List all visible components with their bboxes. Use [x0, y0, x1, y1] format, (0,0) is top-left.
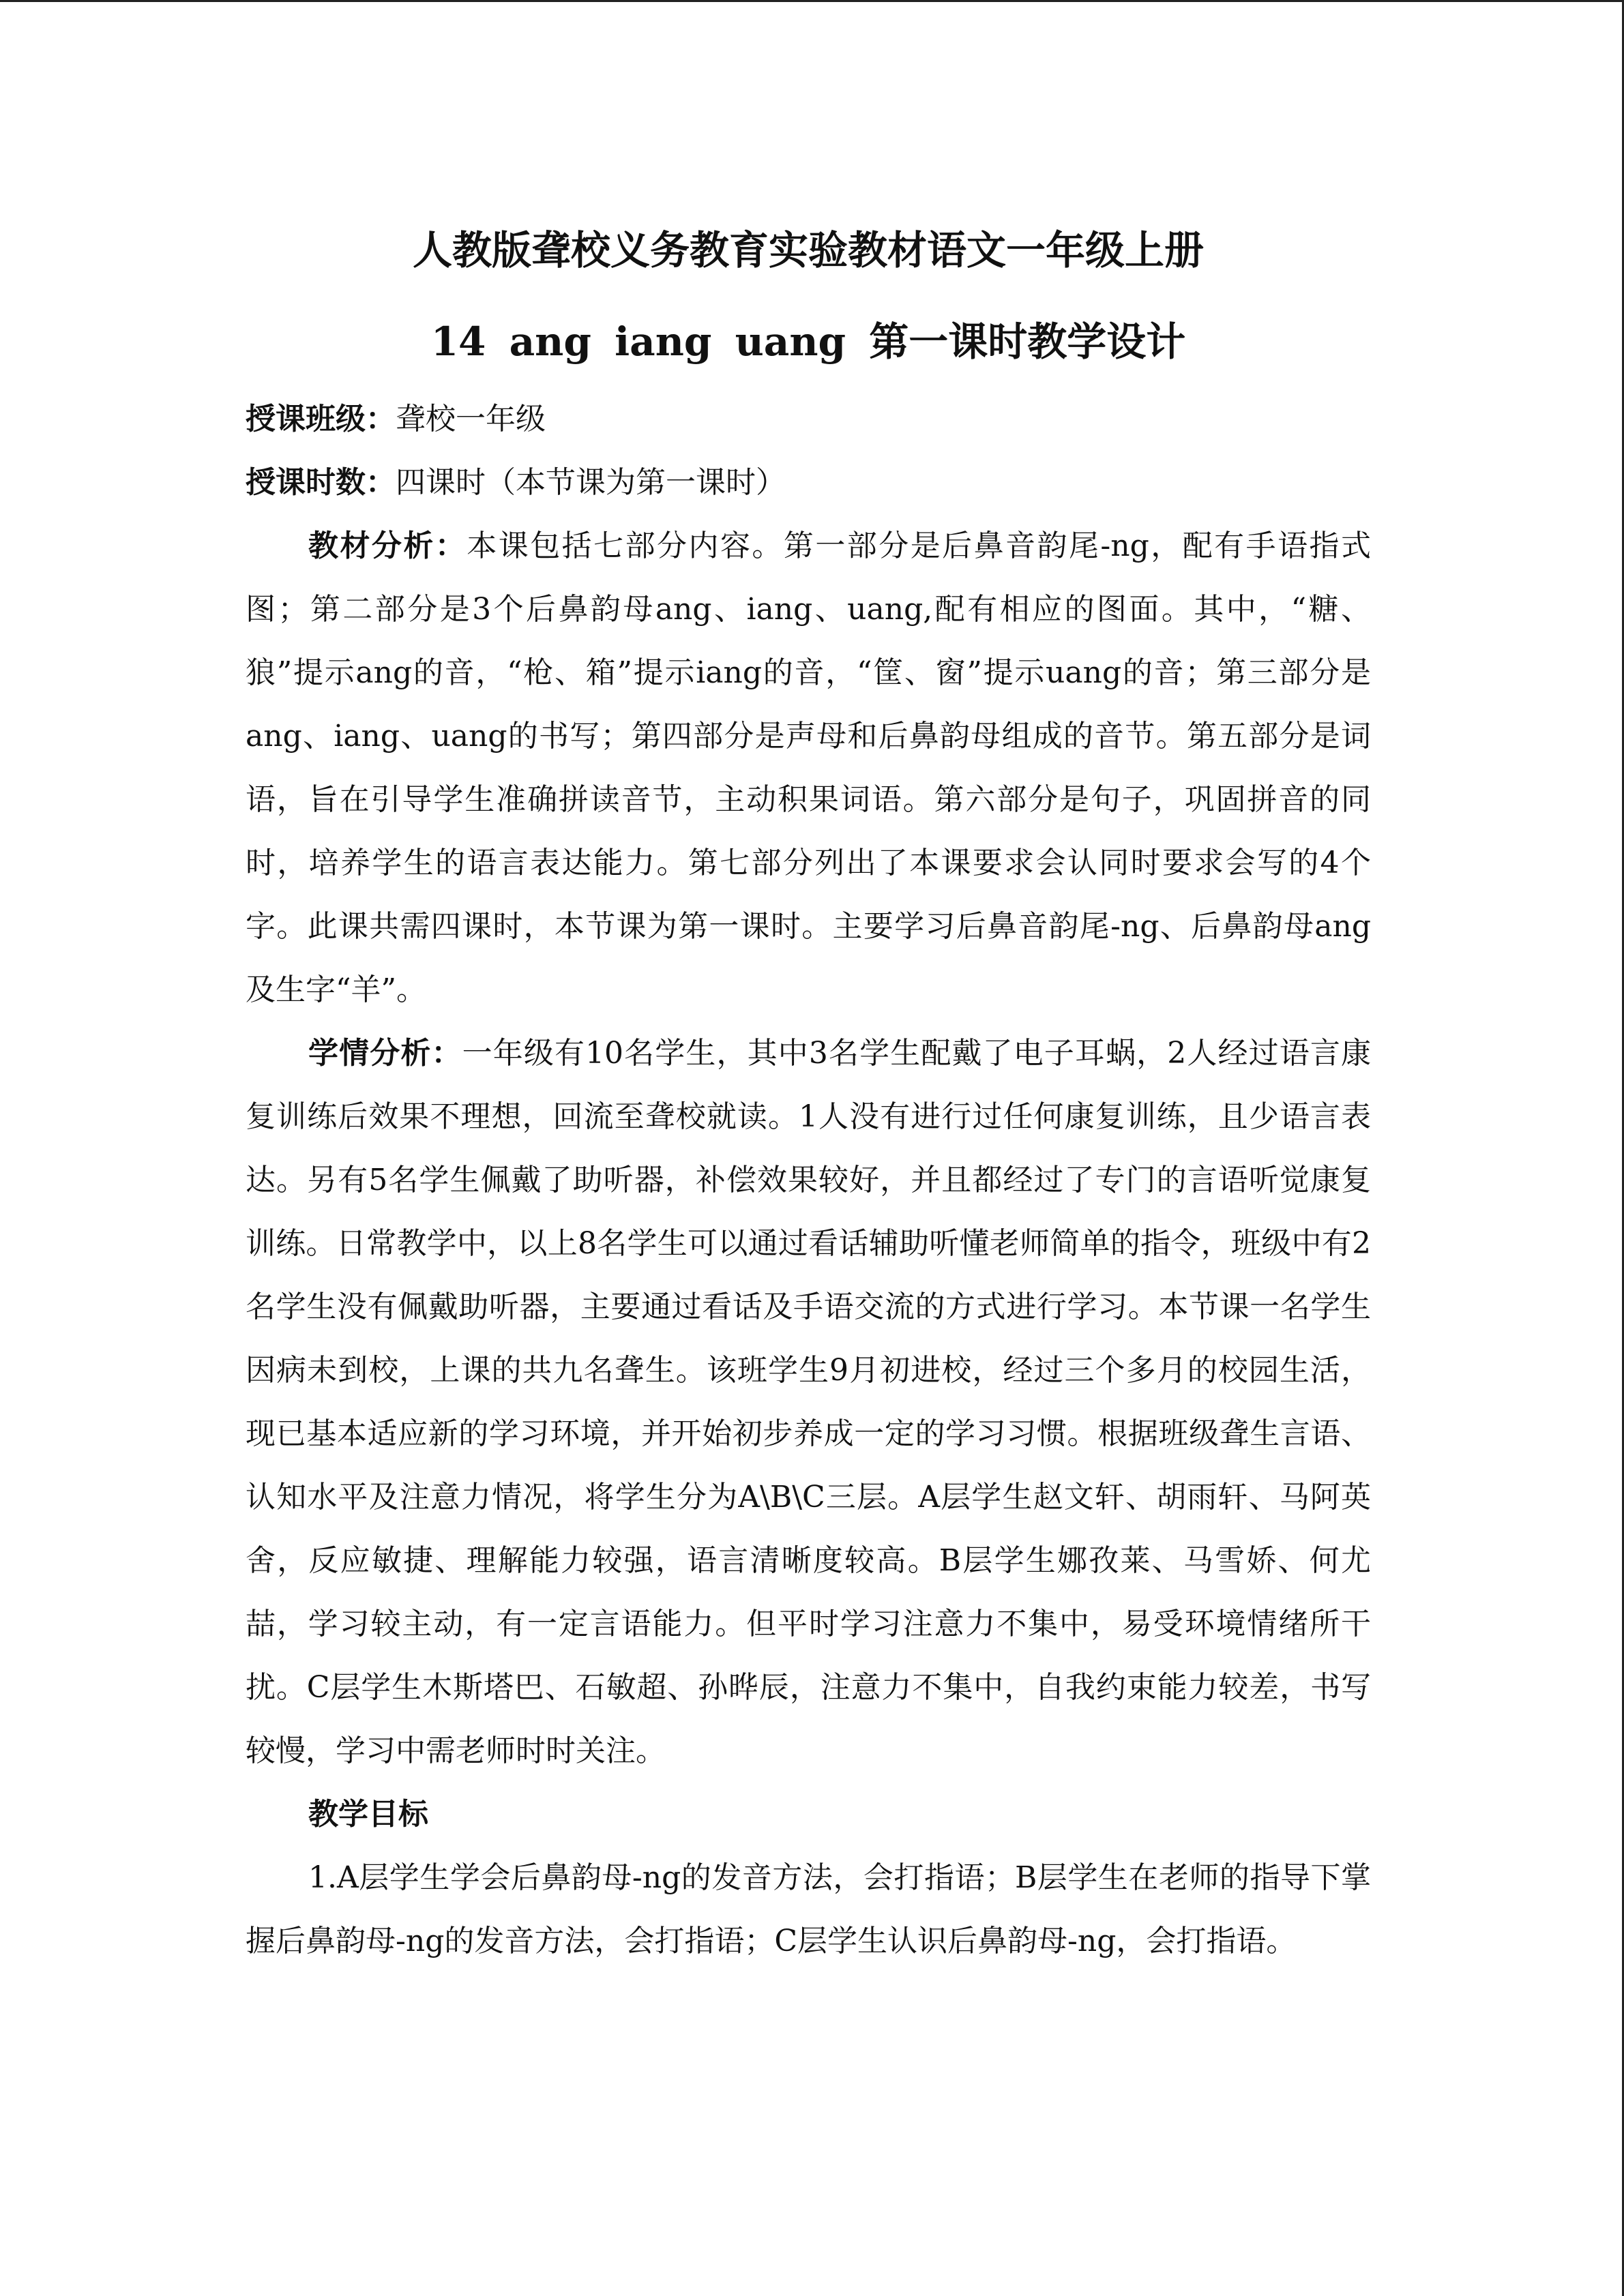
material-analysis	[246, 514, 1371, 1022]
student-label: 学情分析：	[308, 1036, 462, 1071]
class-value: 聋校一年级	[396, 402, 546, 436]
material-text: 本课包括七部分内容。第一部分是后鼻音韵尾-ng，配有手语指式图；第二部分是3个后鼻韵母ang、iang、uang,配有相应的图面。其中，“糖、狼”提示ang的音，“枪、箱”提示iang的音，“筐、窗”提示uang的音；第三部分是ang、iang、uang的书写；第四部分是声母和后鼻韵母组成的音节。第五部分是词语，旨在引导学生准确拼读音节，主动积果词语。第六部分是句子，巩固拼音的同时，培养学生的语言表达能力。第七部分列出了本课要求会认同时要求会写的4个字。此课共需四课时，本节课为第一课时。主要学习后鼻音韵尾-ng、后鼻韵母ang及生字“羊”。	[246, 528, 1372, 1007]
student-analysis	[246, 1022, 1371, 1783]
hours-label: 授课时数：	[246, 465, 396, 500]
student-text: 一年级有10名学生，其中3名学生配戴了电子耳蜗，2人经过语言康复训练后效果不理想，回流至聋校就读。1人没有进行过任何康复训练，且少语言表达。另有5名学生佩戴了助听器，补偿效果较好，并且都经过了专门的言语听觉康复训练。日常教学中，以上8名学生可以通过看话辅助听懂老师简单的指令，班级中有2名学生没有佩戴助听器，主要通过看话及手语交流的方式进行学习。本节课一名学生因病未到校，上课的共九名聋生。该班学生9月初进校，经过三个多月的校园生活，现已基本适应新的学习环境，并开始初步养成一定的学习习惯。根据班级聋生言语、认知水平及注意力情况，将学生分为A\B\C三层。A层学生赵文轩、胡雨轩、马阿英舍，反应敏捷、理解能力较强，语言清晰度较高。B层学生娜孜莱、马雪娇、何尤喆，学习较主动，有一定言语能力。但平时学习注意力不集中，易受环境情绪所干扰。C层学生木斯塔巴、石敏超、孙晔辰，注意力不集中，自我约束能力较差，书写较慢，学习中需老师时时关注。	[246, 1036, 1371, 1768]
class-label: 授课班级：	[246, 402, 396, 436]
material-label: 教材分析：	[308, 528, 467, 563]
goal-item-1: 1.A层学生学会后鼻韵母-ng的发音方法，会打指语；B层学生在老师的指导下掌握后鼻韵母-ng的发音方法，会打指语；C层学生认识后鼻韵母-ng，会打指语。	[246, 1860, 1371, 1958]
page-border-top	[0, 0, 1624, 2]
hours-info	[246, 451, 1371, 514]
goals-heading: 教学目标	[308, 1797, 428, 1832]
document-title: 人教版聋校义务教育实验教材语文一年级上册	[412, 227, 1204, 273]
class-info	[246, 387, 1371, 451]
document-subtitle: 14 ang iang uang 第一课时教学设计	[430, 318, 1186, 365]
document-body	[246, 205, 1371, 1973]
hours-value: 四课时（本节课为第一课时）	[396, 465, 786, 500]
